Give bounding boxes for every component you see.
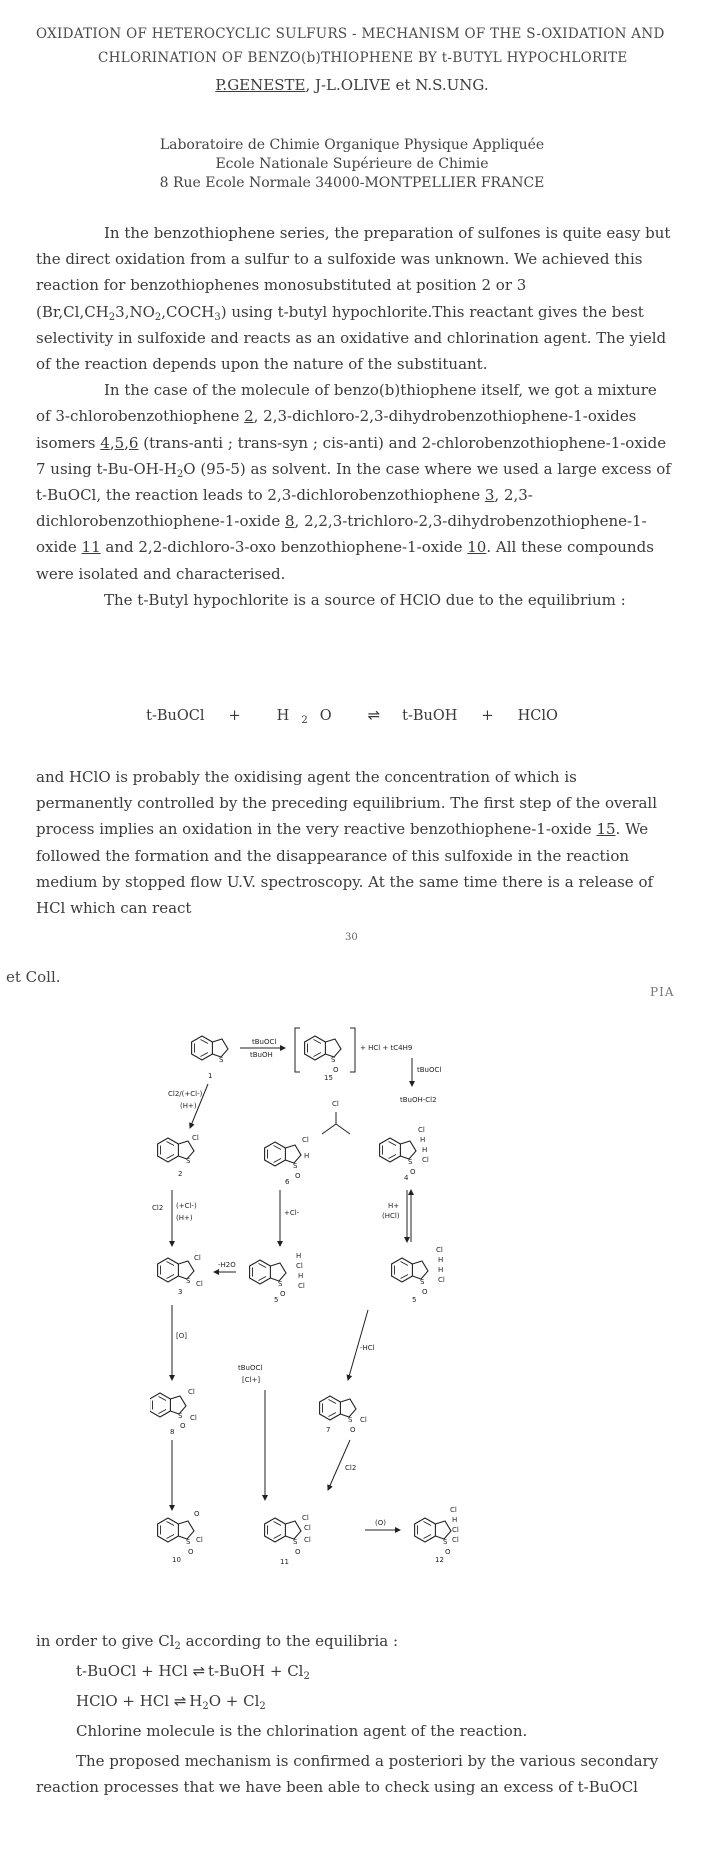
svg-text:S: S [293,1162,298,1170]
svg-text:H: H [422,1146,428,1154]
tail-line-3: The proposed mechanism is confirmed a posteriori by the various secondary reaction processes that we have been able to check using an excess of t-BuOCl [36,1752,659,1796]
svg-text:Cl: Cl [188,1388,195,1396]
svg-text:Cl: Cl [332,1100,339,1108]
svg-text:(O): (O) [375,1519,386,1527]
compound-5 [250,1252,305,1304]
svg-text:H: H [296,1252,302,1260]
svg-text:O: O [188,1548,194,1556]
svg-text:O: O [445,1548,451,1556]
body-text-top [36,220,676,613]
compound-5b [392,1246,445,1304]
svg-text:(H+): (H+) [180,1102,197,1110]
body-text-mid [36,764,676,921]
affiliation [0,136,704,193]
svg-text:O: O [295,1548,301,1556]
svg-text:S: S [443,1538,448,1546]
svg-text:Cl: Cl [304,1536,311,1544]
svg-text:(H+): (H+) [176,1214,193,1222]
svg-text:O: O [333,1066,339,1074]
svg-text:H: H [420,1136,426,1144]
svg-text:Cl: Cl [298,1282,305,1290]
svg-text:tBuOCl: tBuOCl [238,1364,263,1372]
svg-text:(+Cl-): (+Cl-) [176,1202,197,1210]
affiliation-line-1: Laboratoire de Chimie Organique Physique Appliquée [159,137,545,153]
compound-12 [415,1506,459,1564]
svg-text:8: 8 [170,1428,175,1436]
svg-text:+ HCl + tC4H9: + HCl + tC4H9 [360,1044,413,1052]
svg-text:Cl2: Cl2 [345,1464,357,1472]
title-line-2: CHLORINATION OF BENZO(b)THIOPHENE BY t-BUTYL HYPOCHLORITE [98,50,628,66]
svg-text:10: 10 [172,1556,181,1564]
eq-product: t-BuOH [402,708,458,724]
svg-text:11: 11 [280,1558,289,1566]
body-text-bottom [36,1632,676,1800]
eq-reactant: t-BuOCl [146,708,205,724]
svg-text:H+: H+ [388,1202,400,1210]
compound-15 [295,1028,355,1082]
svg-text:Cl: Cl [196,1536,203,1544]
svg-text:Cl: Cl [438,1276,445,1284]
svg-text:S: S [178,1412,183,1420]
equilibrium-equation: t-BuOCl + H $_2$ O ⇌ t-BuOH + HClO [146,706,558,726]
svg-text:-HCl: -HCl [360,1344,375,1352]
compound-3 [158,1254,203,1296]
svg-text:S: S [278,1280,283,1288]
svg-text:Cl: Cl [192,1134,199,1142]
svg-text:Cl: Cl [304,1524,311,1532]
authors [0,76,704,94]
svg-text:O: O [422,1288,428,1296]
svg-text:S: S [420,1278,425,1286]
svg-text:Cl: Cl [302,1514,309,1522]
compound-7 [320,1396,367,1434]
compound-10 [158,1510,203,1564]
svg-text:Cl: Cl [194,1254,201,1262]
svg-text:3: 3 [178,1288,183,1296]
svg-text:Cl: Cl [418,1126,425,1134]
svg-text:Cl: Cl [296,1262,303,1270]
svg-text:S: S [331,1056,336,1064]
paper-title [36,22,676,70]
svg-text:Cl2: Cl2 [152,1204,164,1212]
running-head: et Coll. [6,968,61,986]
svg-text:tBuOCl: tBuOCl [417,1066,442,1074]
compound-6 [265,1136,310,1186]
svg-text:S: S [186,1157,191,1165]
svg-text:[O]: [O] [176,1332,187,1340]
svg-text:5: 5 [274,1296,279,1304]
svg-text:O: O [280,1290,286,1298]
svg-text:Cl: Cl [436,1246,443,1254]
svg-text:Cl: Cl [450,1506,457,1514]
svg-text:O: O [194,1510,200,1518]
svg-text:tBuOH: tBuOH [250,1051,273,1059]
tail-line-1: in order to give $Cl_2$ according to the equilibria : [36,1632,399,1652]
svg-text:Cl: Cl [452,1526,459,1534]
affiliation-line-3: 8 Rue Ecole Normale 34000-MONTPELLIER FRANCE [159,175,545,191]
author-first: P.GENESTE [215,76,306,94]
svg-text:S: S [408,1158,413,1166]
page-number: 30 [345,932,358,943]
svg-text:O: O [180,1422,186,1430]
svg-text:S: S [186,1277,191,1285]
compound-1 [192,1036,228,1080]
tail-equation-1: t-BuOCl + HCl ⇌ t-BuOH + $Cl_2$ [76,1662,310,1682]
equilibrium-arrow: ⇌ [367,706,379,724]
svg-text:Cl2/(+Cl-): Cl2/(+Cl-) [168,1090,203,1098]
svg-text:6: 6 [285,1178,290,1186]
svg-text:(HCl): (HCl) [382,1212,400,1220]
affiliation-line-2: Ecole Nationale Supérieure de Chimie [215,156,489,172]
svg-text:2: 2 [178,1170,183,1178]
svg-text:S: S [186,1538,191,1546]
paragraph-4: and HClO is probably the oxidising agent the concentration of which is permanently controlled by the preceding equilibrium. The first step of the overall process implies an oxidation in the very reactive benzothiophene-1-oxide 15. We followed the formation and the disappearance of this sulfoxide in the reaction medium by stopped flow U.V. spectroscopy. At the same time there is a release of HCl which can react [36,768,658,918]
svg-text:H: H [452,1516,458,1524]
compound-11 [265,1514,311,1566]
svg-text:O: O [295,1172,301,1180]
svg-text:O: O [350,1426,356,1434]
svg-text:+Cl-: +Cl- [284,1209,300,1217]
svg-text:4: 4 [404,1174,409,1182]
svg-text:Cl: Cl [360,1416,367,1424]
svg-text:Cl: Cl [452,1536,459,1544]
reaction-scheme [150,1020,570,1590]
svg-text:S: S [293,1538,298,1546]
svg-text:tBuOCl: tBuOCl [252,1038,277,1046]
svg-text:-H2O: -H2O [218,1261,236,1269]
svg-text:O: O [410,1168,416,1176]
svg-text:H: H [304,1152,310,1160]
svg-text:S: S [219,1056,224,1064]
title-line-1: OXIDATION OF HETEROCYCLIC SULFURS - MECHANISM OF THE S-OXIDATION AND [36,26,665,42]
tail-line-2: Chlorine molecule is the chlorination agent of the reaction. [76,1722,528,1740]
svg-text:Cl: Cl [196,1280,203,1288]
paragraph-2: In the case of the molecule of benzo(b)thiophene itself, we got a mixture of 3-chlorobenzothiophene 2, 2,3-dichloro-2,3-dihydrobenzothiophene-1-oxides isomers 4,5,6 (trans-anti ; trans-syn ; cis-anti) and 2-chlorobenzothiophene-1-oxide 7 using $t-Bu-OH-H_2O$ (95-5) as solvent. In the case where we used a large excess of t-BuOCl, the reaction leads to 2,3-dichlorobenzothiophene 3, 2,3-dichlorobenzothiophene-1-oxide 8, 2,2,3-trichloro-2,3-dihydrobenzothiophene-1-oxide 11 and 2,2-dichloro-3-oxo benzothiophene-1-oxide 10. All these compounds were isolated and characterised. [36,381,671,583]
compound-4 [380,1126,429,1182]
svg-text:5: 5 [412,1296,417,1304]
svg-text:H: H [438,1256,444,1264]
author-rest: , J-L.OLIVE et N.S.UNG. [305,76,489,94]
svg-text:H: H [438,1266,444,1274]
svg-text:15: 15 [324,1074,333,1082]
corner-mark: PIA [650,985,675,999]
svg-text:H: H [298,1272,304,1280]
svg-text:12: 12 [435,1556,444,1564]
svg-text:[Cl+]: [Cl+] [242,1376,261,1384]
svg-text:S: S [348,1416,353,1424]
svg-text:Cl: Cl [422,1156,429,1164]
tail-equation-2: HClO + HCl ⇌ $H_2O + Cl_2$ [76,1692,266,1712]
svg-text:tBuOH-Cl2: tBuOH-Cl2 [400,1096,437,1104]
paragraph-3: The t-Butyl hypochlorite is a source of HClO due to the equilibrium : [104,590,626,609]
svg-text:Cl: Cl [302,1136,309,1144]
svg-text:Cl: Cl [190,1414,197,1422]
compound-2 [158,1134,199,1178]
svg-text:7: 7 [326,1426,331,1434]
svg-text:1: 1 [208,1072,213,1080]
compound-8 [150,1388,197,1436]
paragraph-1: In the benzothiophene series, the preparation of sulfones is quite easy but the direct oxidation from a sulfur to a sulfoxide was unknown. We achieved this reaction for benzothiophenes monosubstituted at position 2 or 3 $(Br,Cl,CH_23,NO_2,COCH_3)$ using t-butyl hypochlorite.This reactant gives the best selectivity in sulfoxide and reacts as an oxidative and chlorination agent. The yield of the reaction depends upon the nature of the substituant. [36,224,671,374]
